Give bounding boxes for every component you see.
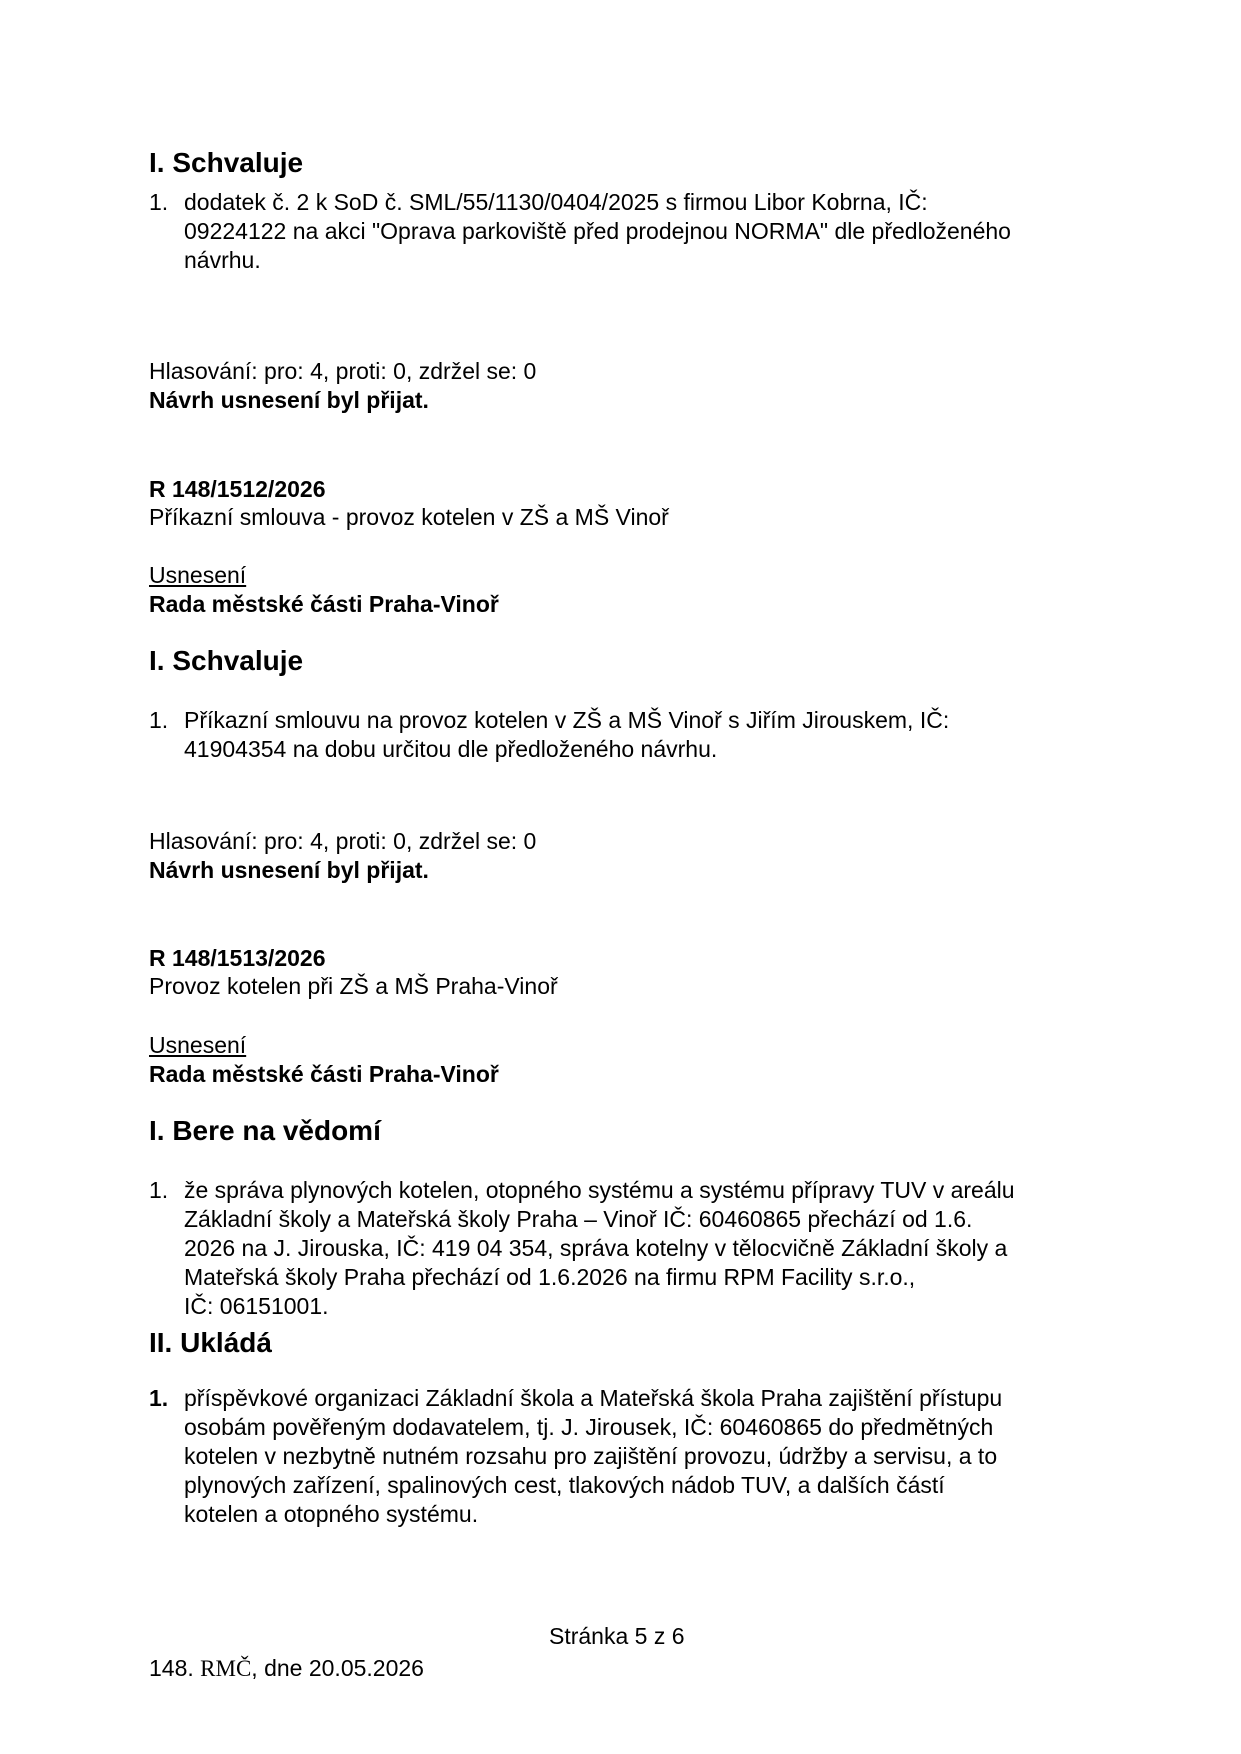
resolution-code: R 148/1512/2026 — [149, 476, 326, 502]
council-name: Rada městské části Praha-Vinoř — [149, 1061, 499, 1087]
list-item-line: osobám pověřeným dodavatelem, tj. J. Jirousek, IČ: 60460865 do předmětných — [184, 1414, 994, 1440]
list-item-1 — [149, 188, 1109, 275]
vote-result-text: Hlasování: pro: 4, proti: 0, zdržel se: 0 — [149, 358, 537, 384]
footer-meeting-abbr: RMČ — [200, 1656, 252, 1681]
page-number: Stránka 5 z 6 — [549, 1623, 685, 1649]
list-item-line: Mateřská školy Praha přechází od 1.6.2026 na firmu RPM Facility s.r.o., — [184, 1264, 916, 1290]
heading-schvaluje-1: I. Schvaluje — [149, 147, 304, 178]
resolution-accepted: Návrh usnesení byl přijat. — [149, 857, 429, 883]
list-item-2 — [149, 706, 1109, 764]
list-item-line: plynových zařízení, spalinových cest, tlakových nádob TUV, a dalších částí — [184, 1472, 945, 1498]
list-item-line: 2026 na J. Jirouska, IČ: 419 04 354, správa kotelny v tělocvičně Základní školy a — [184, 1235, 1008, 1261]
list-item-line: příspěvkové organizaci Základní škola a Mateřská škola Praha zajištění přístupu — [184, 1385, 1003, 1411]
usneseni-label: Usnesení — [149, 1032, 247, 1058]
footer-meeting-prefix: 148. — [149, 1655, 201, 1681]
council-name: Rada městské části Praha-Vinoř — [149, 591, 499, 617]
resolution-title: Příkazní smlouva - provoz kotelen v ZŠ a MŠ Vinoř — [149, 504, 669, 530]
list-item-number: 1. — [149, 1385, 169, 1411]
list-item-line: 41904354 na dobu určitou dle předloženého návrhu. — [184, 736, 718, 762]
vote-result-text: Hlasování: pro: 4, proti: 0, zdržel se: 0 — [149, 828, 537, 854]
list-item-line: Příkazní smlouvu na provoz kotelen v ZŠ a MŠ Vinoř s Jiřím Jirouskem, IČ: — [184, 707, 950, 733]
usneseni-label: Usnesení — [149, 562, 247, 588]
heading-schvaluje-2: I. Schvaluje — [149, 645, 304, 676]
list-item-line: Základní školy a Mateřská školy Praha – Vinoř IČ: 60460865 přechází od 1.6. — [184, 1206, 973, 1232]
list-item-number: 1. — [149, 707, 169, 733]
list-item-line: dodatek č. 2 k SoD č. SML/55/1130/0404/2025 s firmou Libor Kobrna, IČ: — [184, 189, 928, 215]
list-item-line: návrhu. — [184, 247, 261, 273]
heading-uklada: II. Ukládá — [149, 1327, 272, 1358]
list-item-number: 1. — [149, 189, 169, 215]
list-item-3 — [149, 1176, 1109, 1321]
list-item-line: že správa plynových kotelen, otopného systému a systému přípravy TUV v areálu — [184, 1177, 1015, 1203]
footer-meeting-info — [149, 1654, 424, 1683]
resolution-accepted: Návrh usnesení byl přijat. — [149, 387, 429, 413]
heading-bere-na-vedomi: I. Bere na vědomí — [149, 1115, 381, 1146]
list-item-4 — [149, 1384, 1109, 1529]
footer-meeting-suffix: , dne 20.05.2026 — [251, 1655, 424, 1681]
list-item-line: kotelen v nezbytně nutném rozsahu pro zajištění provozu, údržby a servisu, a to — [184, 1443, 998, 1469]
list-item-number: 1. — [149, 1177, 169, 1203]
resolution-code: R 148/1513/2026 — [149, 945, 326, 971]
list-item-line: 09224122 na akci "Oprava parkoviště před prodejnou NORMA" dle předloženého — [184, 218, 1011, 244]
list-item-line: kotelen a otopného systému. — [184, 1501, 479, 1527]
resolution-title: Provoz kotelen při ZŠ a MŠ Praha-Vinoř — [149, 973, 558, 999]
list-item-line: IČ: 06151001. — [184, 1293, 329, 1319]
